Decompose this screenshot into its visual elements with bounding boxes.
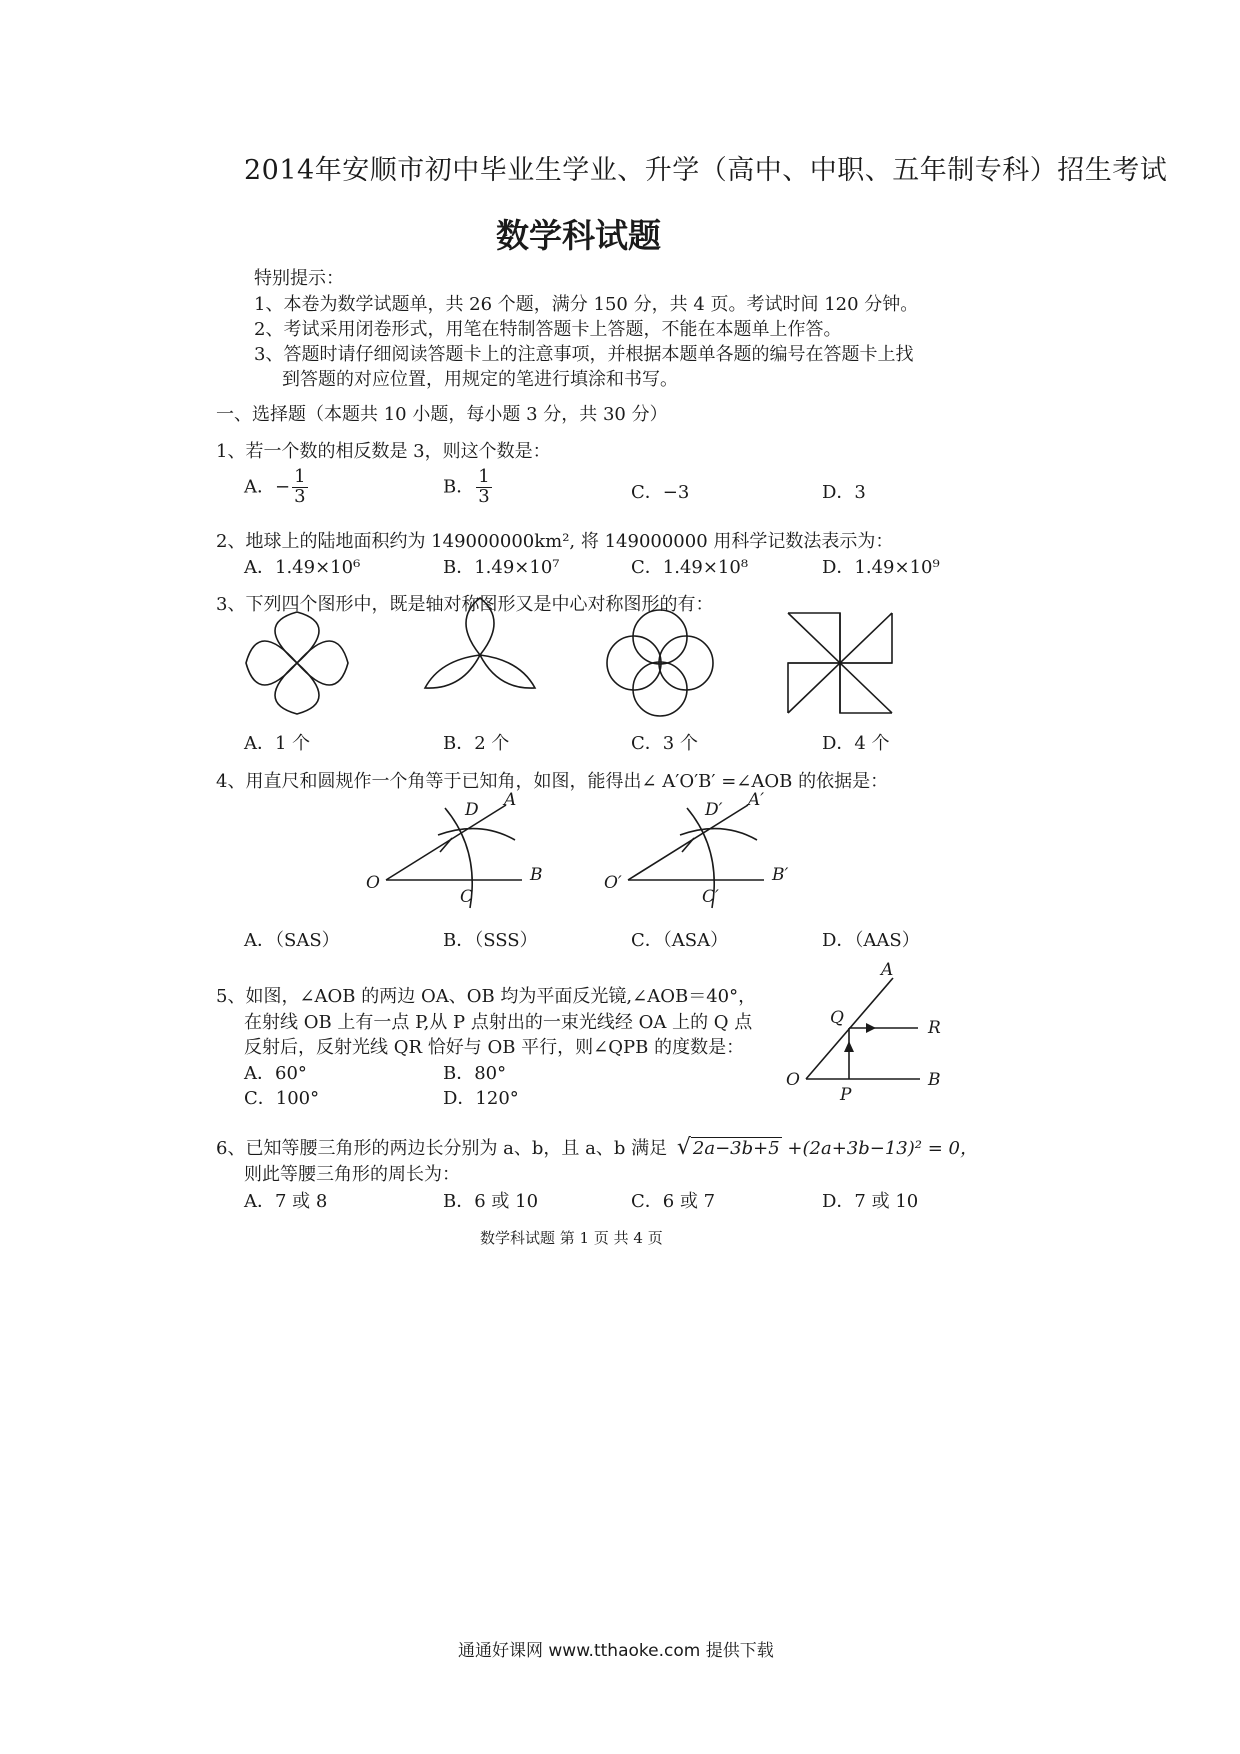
page-footer: 数学科试题 第 1 页 共 4 页: [480, 1229, 663, 1247]
note-item: 1、本卷为数学试题单，共 26 个题，满分 150 分，共 4 页。考试时间 120 分钟。: [254, 294, 919, 315]
q1-stem: 1、若一个数的相反数是 3，则这个数是：: [216, 441, 551, 462]
q1-option-c: C．−3: [631, 482, 690, 503]
label-o: O: [786, 1070, 800, 1090]
q4-option-c: C．（ASA）: [631, 930, 729, 951]
q3-option-c: C．3 个: [631, 733, 698, 754]
label-b: B: [928, 1070, 941, 1090]
q2-stem: 2、地球上的陆地面积约为 149000000km², 将 149000000 用科学记数法表示为：: [216, 531, 894, 552]
download-watermark: 通通好课网 www.tthaoke.com 提供下载: [458, 1641, 774, 1661]
q5-option-d: D．120°: [443, 1088, 519, 1109]
q6-line1: 6、已知等腰三角形的两边长分别为 a、b，且 a、b 满足 √ 2a−3b+5 +(2a+3b−13)² = 0，: [216, 1135, 978, 1160]
label-q: Q: [830, 1008, 844, 1028]
q6-option-a: A．7 或 8: [244, 1191, 328, 1212]
q1-option-d: D．3: [822, 482, 866, 503]
q5-line2: 在射线 OB 上有一点 P,从 P 点射出的一束光线经 OA 上的 Q 点: [244, 1012, 753, 1033]
label-p: P: [840, 1085, 852, 1105]
label-a: A: [504, 790, 517, 810]
q5-option-a: A．60°: [244, 1063, 307, 1084]
notes-heading: 特别提示：: [254, 268, 344, 289]
note-item: 到答题的对应位置，用规定的笔进行填涂和书写。: [282, 369, 678, 390]
exam-title: 2014年安顺市初中毕业生学业、升学（高中、中职、五年制专科）招生考试: [244, 155, 1168, 186]
q2-option-b: B．1.49×10⁷: [443, 557, 560, 578]
q6-option-d: D．7 或 10: [822, 1191, 919, 1212]
q1-option-a: A．− $\frac{1}{3}$: [244, 466, 306, 507]
note-item: 2、考试采用闭卷形式，用笔在特制答题卡上答题，不能在本题单上作答。: [254, 319, 842, 340]
q3-stem: 3、下列四个图形中，既是轴对称图形又是中心对称图形的有：: [216, 594, 714, 615]
q4-option-d: D．（AAS）: [822, 930, 920, 951]
note-item: 3、答题时请仔细阅读答题卡上的注意事项，并根据本题单各题的编号在答题卡上找: [254, 344, 914, 365]
q3-option-b: B．2 个: [443, 733, 510, 754]
q3-option-d: D．4 个: [822, 733, 890, 754]
label-a-prime: A′: [748, 790, 765, 810]
q6-option-c: C．6 或 7: [631, 1191, 716, 1212]
label-c-prime: C′: [702, 887, 719, 907]
q5-line3: 反射后，反射光线 QR 恰好与 OB 平行，则∠QPB 的度数是：: [244, 1037, 745, 1058]
q5-line1: 5、如图，∠AOB 的两边 OA、OB 均为平面反光镜,∠AOB＝40°，: [216, 986, 757, 1007]
label-o: O: [366, 873, 380, 893]
q5-option-c: C．100°: [244, 1088, 320, 1109]
square-root: √ 2a−3b+5: [676, 1135, 780, 1160]
exam-subtitle: 数学科试题: [496, 216, 661, 255]
label-o-prime: O′: [604, 873, 622, 893]
q4-stem: 4、用直尺和圆规作一个角等于已知角，如图，能得出∠ A′O′B′ =∠AOB 的依据是：: [216, 771, 889, 792]
q6-line2: 则此等腰三角形的周长为：: [244, 1164, 460, 1185]
label-d: D: [465, 800, 479, 820]
label-b-prime: B′: [772, 865, 789, 885]
label-d-prime: D′: [705, 800, 723, 820]
label-b: B: [530, 865, 543, 885]
q2-option-a: A．1.49×10⁶: [244, 557, 361, 578]
q4-option-a: A．（SAS）: [244, 930, 340, 951]
q4-option-b: B．（SSS）: [443, 930, 538, 951]
q3-option-a: A．1 个: [244, 733, 311, 754]
label-r: R: [928, 1018, 941, 1038]
q6-option-b: B．6 或 10: [443, 1191, 539, 1212]
q2-option-d: D．1.49×10⁹: [822, 557, 940, 578]
section-heading: 一、选择题（本题共 10 小题，每小题 3 分，共 30 分）: [216, 404, 668, 425]
q2-option-c: C．1.49×10⁸: [631, 557, 749, 578]
q5-option-b: B．80°: [443, 1063, 507, 1084]
label-a: A: [881, 960, 894, 980]
label-c: C: [460, 887, 474, 907]
q1-option-b: B． $\frac{1}{3}$: [443, 466, 490, 507]
